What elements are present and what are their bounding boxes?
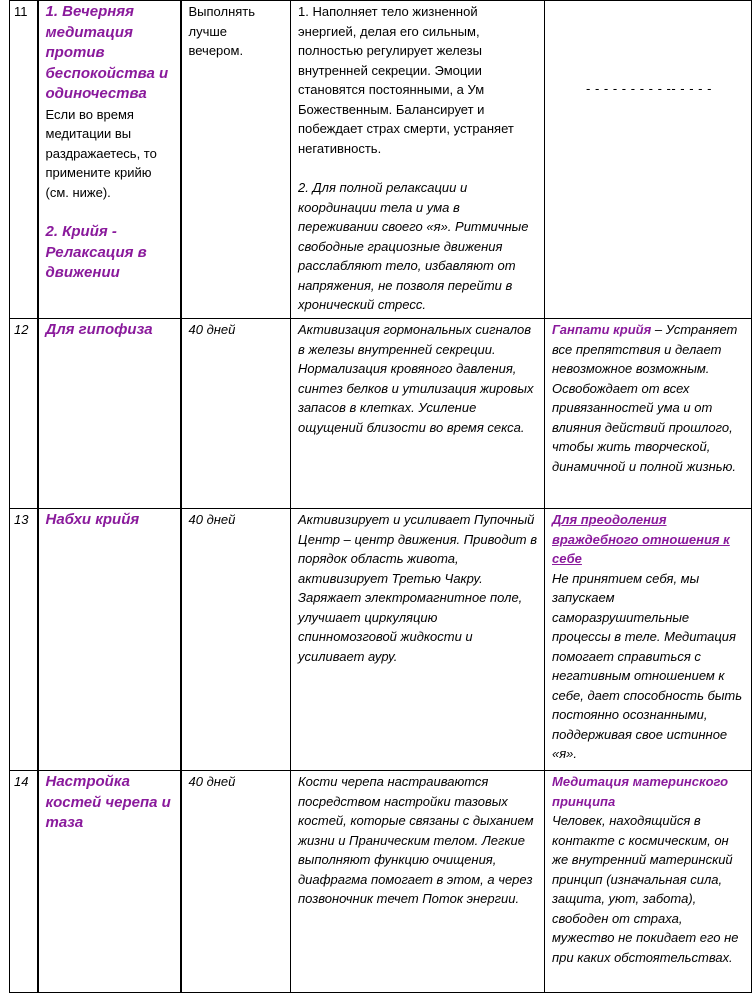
practice-name-cell xyxy=(38,319,181,509)
technique-text: Человек, находящийся в контакте с космическим, он же внутренний материнский принцип (изначальная сила, защита, уют, забота), свободен от страха, мужество не покидает его не при каких обстоятельствах. xyxy=(552,813,739,965)
effect-text: Активизирует и усиливает Пупочный Центр – центр движения. Приводит в порядок область живота, активизирует Третью Чакру. Заряжает электромагнитное поле, улучшает циркуляцию спинномозговой жидкости и усиливает ауру. xyxy=(298,512,538,664)
effect-cell xyxy=(291,319,545,509)
technique-title: Ганпати крийя xyxy=(552,322,652,337)
duration-cell: Выполнять лучше вечером. xyxy=(181,1,291,319)
practice-title: 1. Вечерняя медитация против беспокойства и одиночества xyxy=(45,3,169,102)
row-number: 13 xyxy=(10,509,38,771)
effect-text: Активизация гормональных сигналов в железы внутренней секреции. Нормализация кровяного давления, синтез белков и утилизация жировых запасов в клетках. Усиление ощущений близости во время секса. xyxy=(298,322,534,435)
technique-title: Медитация материнского принципа xyxy=(552,774,729,809)
effect-text-2: 2. Для полной релаксации и координации тела и ума в переживании своего «я». Ритмичные свободные грациозные движения расслабляют тело, избавляют от напряжения, не позволя перейти в хронический стресс. xyxy=(298,180,529,312)
practice-title: Настройка костей черепа и таза xyxy=(45,773,171,831)
table-row xyxy=(10,1,752,319)
extra-cell xyxy=(545,771,752,993)
row-number: 12 xyxy=(10,319,38,509)
effect-text: Кости черепа настраиваются посредством настройки тазовых костей, которые связаны с дыханием жизни и Праническим телом. Легкие выполняют функцию очищения, диафрагма помогает в этом, а через позвоночник течет Поток энергии. xyxy=(298,774,534,906)
effect-text: 1. Наполняет тело жизненной энергией, делая его сильным, полностью регулирует железы внутренней секреции. Эмоции становятся постоянными, а Ум Божественным. Балансирует и побеждает страх смерти, устраняет негативность. xyxy=(298,4,514,156)
effect-cell xyxy=(291,509,545,771)
practice-title-2: 2. Крийя - Релаксация в движении xyxy=(45,223,147,281)
practice-note: Если во время медитации вы раздражаетесь, то примените крийю (см. ниже). xyxy=(45,106,157,200)
effect-cell xyxy=(291,771,545,993)
table-row xyxy=(10,319,752,509)
table-row xyxy=(10,509,752,771)
technique-title: Для преодоления враждебного отношения к себе xyxy=(552,512,730,566)
extra-cell xyxy=(545,319,752,509)
practice-name-cell xyxy=(38,509,181,771)
meditation-table xyxy=(9,0,752,993)
practice-name-cell xyxy=(38,1,181,319)
extra-cell xyxy=(545,509,752,771)
effect-cell xyxy=(291,1,545,319)
extra-cell xyxy=(545,1,752,319)
technique-text: Не принятием себя, мы запускаем саморазрушительные процессы в теле. Медитация помогает справиться с негативным отношением к себе, дает способность быть постоянно осознанными, поддерживая свое истинное «я». xyxy=(552,570,743,761)
practice-title: Набхи крийя xyxy=(45,511,140,528)
practice-name-cell xyxy=(38,771,181,993)
practice-title: Для гипофиза xyxy=(45,321,153,338)
duration-cell: 40 дней xyxy=(181,771,291,993)
technique-text: – Устраняет все препятствия и делает невозможное возможным. Освобождает от всех привязанностей ума и от влияния действий прошлого, чтобы жить творческой, динамичной и полной жизнью. xyxy=(552,322,738,474)
row-number: 14 xyxy=(10,771,38,993)
duration-cell: 40 дней xyxy=(181,319,291,509)
empty-dashes: - - - - - - - - - -- - - - - xyxy=(586,81,712,96)
duration-cell: 40 дней xyxy=(181,509,291,771)
table-row xyxy=(10,771,752,993)
row-number: 11 xyxy=(10,1,38,319)
